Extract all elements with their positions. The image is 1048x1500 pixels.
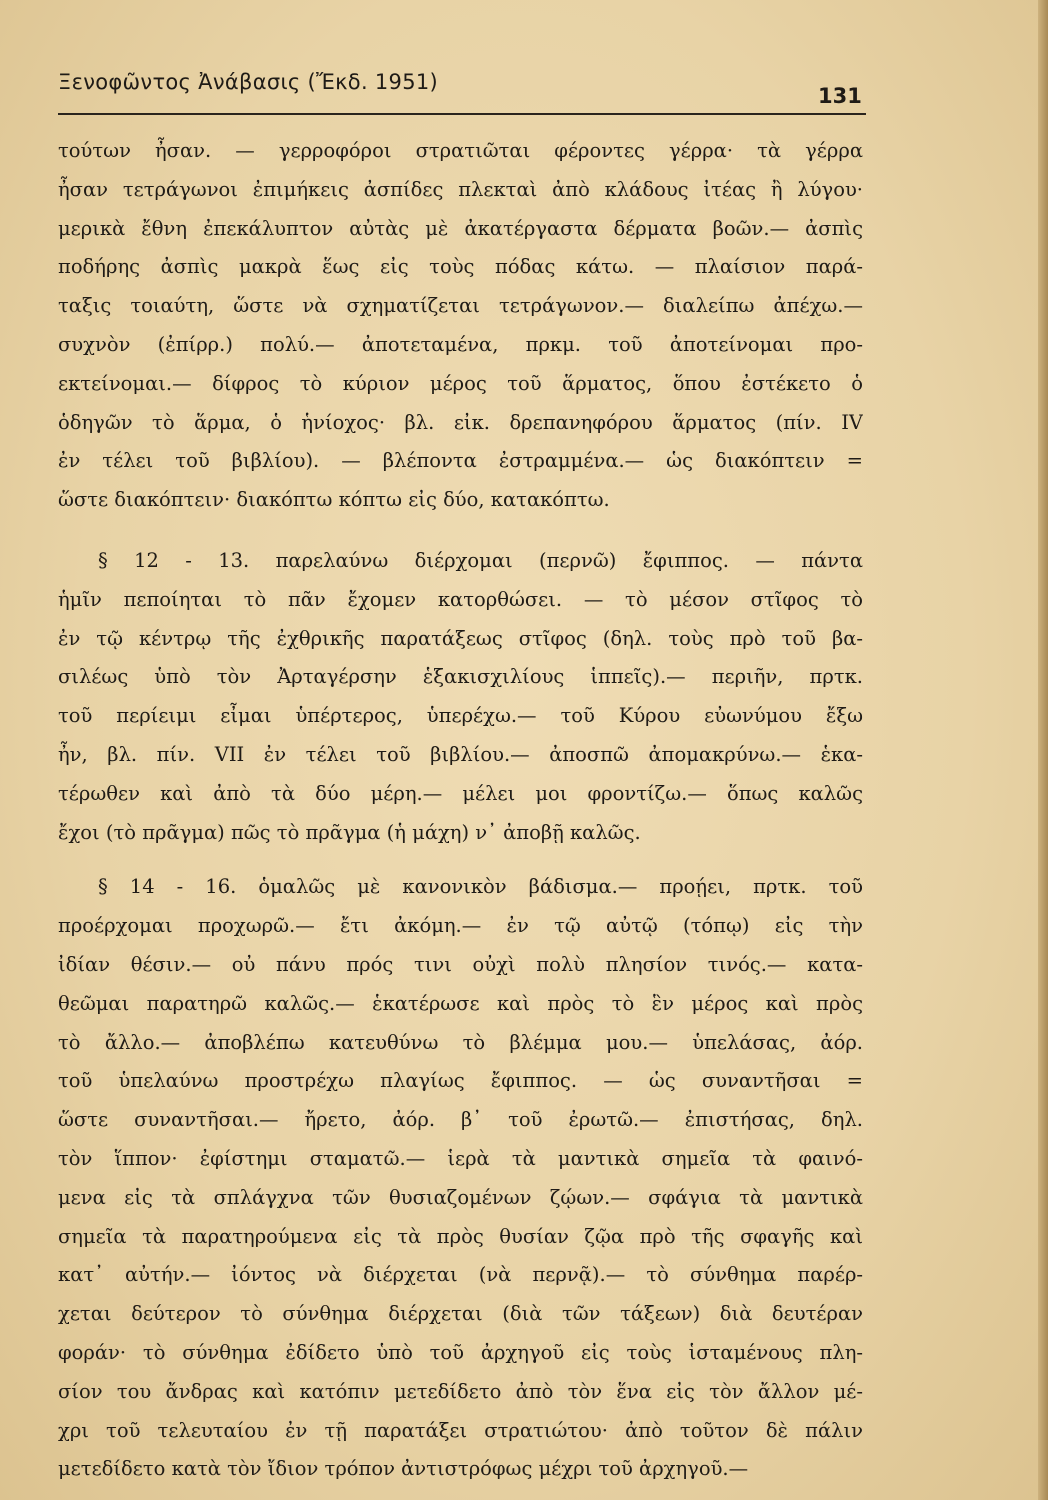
text-line: μετεδίδετο κατὰ τὸν ἴδιον τρόπον ἀντιστρόφως μέχρι τοῦ ἀρχηγοῦ.— bbox=[58, 1457, 749, 1481]
text-line: χεται δεύτερον τὸ σύνθημα διέρχεται (διὰ τῶν τάξεων) διὰ δευτέραν bbox=[58, 1302, 863, 1326]
text-line: τὸν ἵππον· ἐφίστημι σταματῶ.— ἱερὰ τὰ μαντικὰ σημεῖα τὰ φαινό- bbox=[58, 1146, 863, 1170]
text-line: τοῦ περίειμι εἶμαι ὑπέρτερος, ὑπερέχω.— τοῦ Κύρου εὐωνύμου ἔξω bbox=[58, 704, 863, 728]
commentary-text bbox=[58, 132, 863, 1489]
section-heading-line: § 14 - 16. ὁμαλῶς μὲ κανονικὸν βάδισμα.— προῄει, πρτκ. τοῦ bbox=[98, 875, 863, 899]
text-line: ἔχοι (τὸ πρᾶγμα) πῶς τὸ πρᾶγμα (ἡ μάχη) ν᾿ ἀποβῇ καλῶς. bbox=[58, 820, 641, 844]
text-line: ἡμῖν πεποίηται τὸ πᾶν ἔχομεν κατορθώσει. — τὸ μέσον στῖφος τὸ bbox=[58, 587, 863, 611]
text-line: ἐν τέλει τοῦ βιβλίου). — βλέποντα ἐστραμμένα.— ὡς διακόπτειν = bbox=[58, 449, 863, 473]
text-line: ὥστε συναντῆσαι.— ἤρετο, ἀόρ. β᾽ τοῦ ἐρωτῶ.— ἐπιστήσας, δηλ. bbox=[58, 1108, 863, 1132]
text-line: τοῦ ὑπελαύνω προστρέχω πλαγίως ἔφιππος. — ὡς συναντῆσαι = bbox=[58, 1069, 863, 1093]
text-line: εκτείνομαι.— δίφρος τὸ κύριον μέρος τοῦ ἅρματος, ὅπου ἐστέκετο ὁ bbox=[58, 371, 863, 395]
text-line: τούτων ἦσαν. — γερροφόροι στρατιῶται φέροντες γέρρα· τὰ γέρρα bbox=[58, 139, 863, 162]
text-line: τὸ ἄλλο.— ἀποβλέπω κατευθύνω τὸ βλέμμα μου.— ὑπελάσας, ἀόρ. bbox=[58, 1030, 863, 1054]
text-line: σίον του ἄνδρας καὶ κατόπιν μετεδίδετο ἀπὸ τὸν ἕνα εἰς τὸν ἄλλον μέ- bbox=[58, 1379, 863, 1403]
page-number: 131 bbox=[818, 84, 862, 108]
text-line: ἦσαν τετράγωνοι ἐπιμήκεις ἀσπίδες πλεκταὶ ἀπὸ κλάδους ἰτέας ἢ λύγου· bbox=[58, 177, 863, 201]
page-edge bbox=[1038, 0, 1048, 1500]
text-line: προέρχομαι προχωρῶ.— ἔτι ἀκόμη.— ἐν τῷ αὐτῷ (τόπῳ) εἰς τὴν bbox=[58, 914, 863, 938]
text-line: ὥστε διακόπτειν· διακόπτω κόπτω εἰς δύο, κατακόπτω. bbox=[58, 488, 610, 512]
text-line: μερικὰ ἔθνη ἐπεκάλυπτον αὐτὰς μὲ ἀκατέργαστα δέρματα βοῶν.— ἀσπὶς bbox=[58, 216, 863, 240]
text-line: συχνὸν (ἐπίρρ.) πολύ.— ἀποτεταμένα, πρκμ. τοῦ ἀποτείνομαι προ- bbox=[58, 332, 863, 356]
text-line: μενα εἰς τὰ σπλάγχνα τῶν θυσιαζομένων ζῴων.— σφάγια τὰ μαντικὰ bbox=[58, 1185, 863, 1209]
text-line: φοράν· τὸ σύνθημα ἐδίδετο ὑπὸ τοῦ ἀρχηγοῦ εἰς τοὺς ἱσταμένους πλη- bbox=[58, 1340, 863, 1364]
text-line: ὁδηγῶν τὸ ἅρμα, ὁ ἡνίοχος· βλ. εἰκ. δρεπανηφόρου ἅρματος (πίν. IV bbox=[58, 410, 863, 434]
text-line: σιλέως ὑπὸ τὸν Ἀρταγέρσην ἑξακισχιλίους ἱππεῖς).— περιῆν, πρτκ. bbox=[58, 665, 863, 689]
text-line: ταξις τοιαύτη, ὥστε νὰ σχηματίζεται τετράγωνον.— διαλείπω ἀπέχω.— bbox=[58, 294, 863, 318]
text-line: θεῶμαι παρατηρῶ καλῶς.— ἑκατέρωσε καὶ πρὸς τὸ ἓν μέρος καὶ πρὸς bbox=[58, 991, 863, 1015]
running-title: Ξενοφῶντος Ἀνάβασις (Ἔκδ. 1951) bbox=[58, 70, 439, 94]
text-line: χρι τοῦ τελευταίου ἐν τῇ παρατάξει στρατιώτου· ἀπὸ τοῦτον δὲ πάλιν bbox=[58, 1418, 863, 1442]
text-line: κατ᾿ αὐτήν.— ἰόντος νὰ διέρχεται (νὰ περνᾷ).— τὸ σύνθημα παρέρ- bbox=[58, 1263, 863, 1287]
text-line: τέρωθεν καὶ ἀπὸ τὰ δύο μέρη.— μέλει μοι φροντίζω.— ὅπως καλῶς bbox=[58, 781, 863, 805]
text-line: ἰδίαν θέσιν.— οὐ πάνυ πρός τινι οὐχὶ πολὺ πλησίον τινός.— κατα- bbox=[58, 952, 863, 976]
text-line: ἐν τῷ κέντρῳ τῆς ἐχθρικῆς παρατάξεως στῖφος (δηλ. τοὺς πρὸ τοῦ βα- bbox=[58, 626, 863, 650]
text-line: σημεῖα τὰ παρατηρούμενα εἰς τὰ πρὸς θυσίαν ζῷα πρὸ τῆς σφαγῆς καὶ bbox=[58, 1224, 863, 1248]
text-line: ἦν, βλ. πίν. VII ἐν τέλει τοῦ βιβλίου.— ἀποσπῶ ἀπομακρύνω.— ἑκα- bbox=[58, 742, 863, 766]
page-header bbox=[58, 70, 862, 110]
text-line: ποδήρης ἀσπὶς μακρὰ ἕως εἰς τοὺς πόδας κάτω. — πλαίσιον παρά- bbox=[58, 255, 863, 279]
header-rule bbox=[58, 113, 866, 115]
section-heading-line: § 12 - 13. παρελαύνω διέρχομαι (περνῶ) ἔφιππος. — πάντα bbox=[98, 548, 863, 572]
